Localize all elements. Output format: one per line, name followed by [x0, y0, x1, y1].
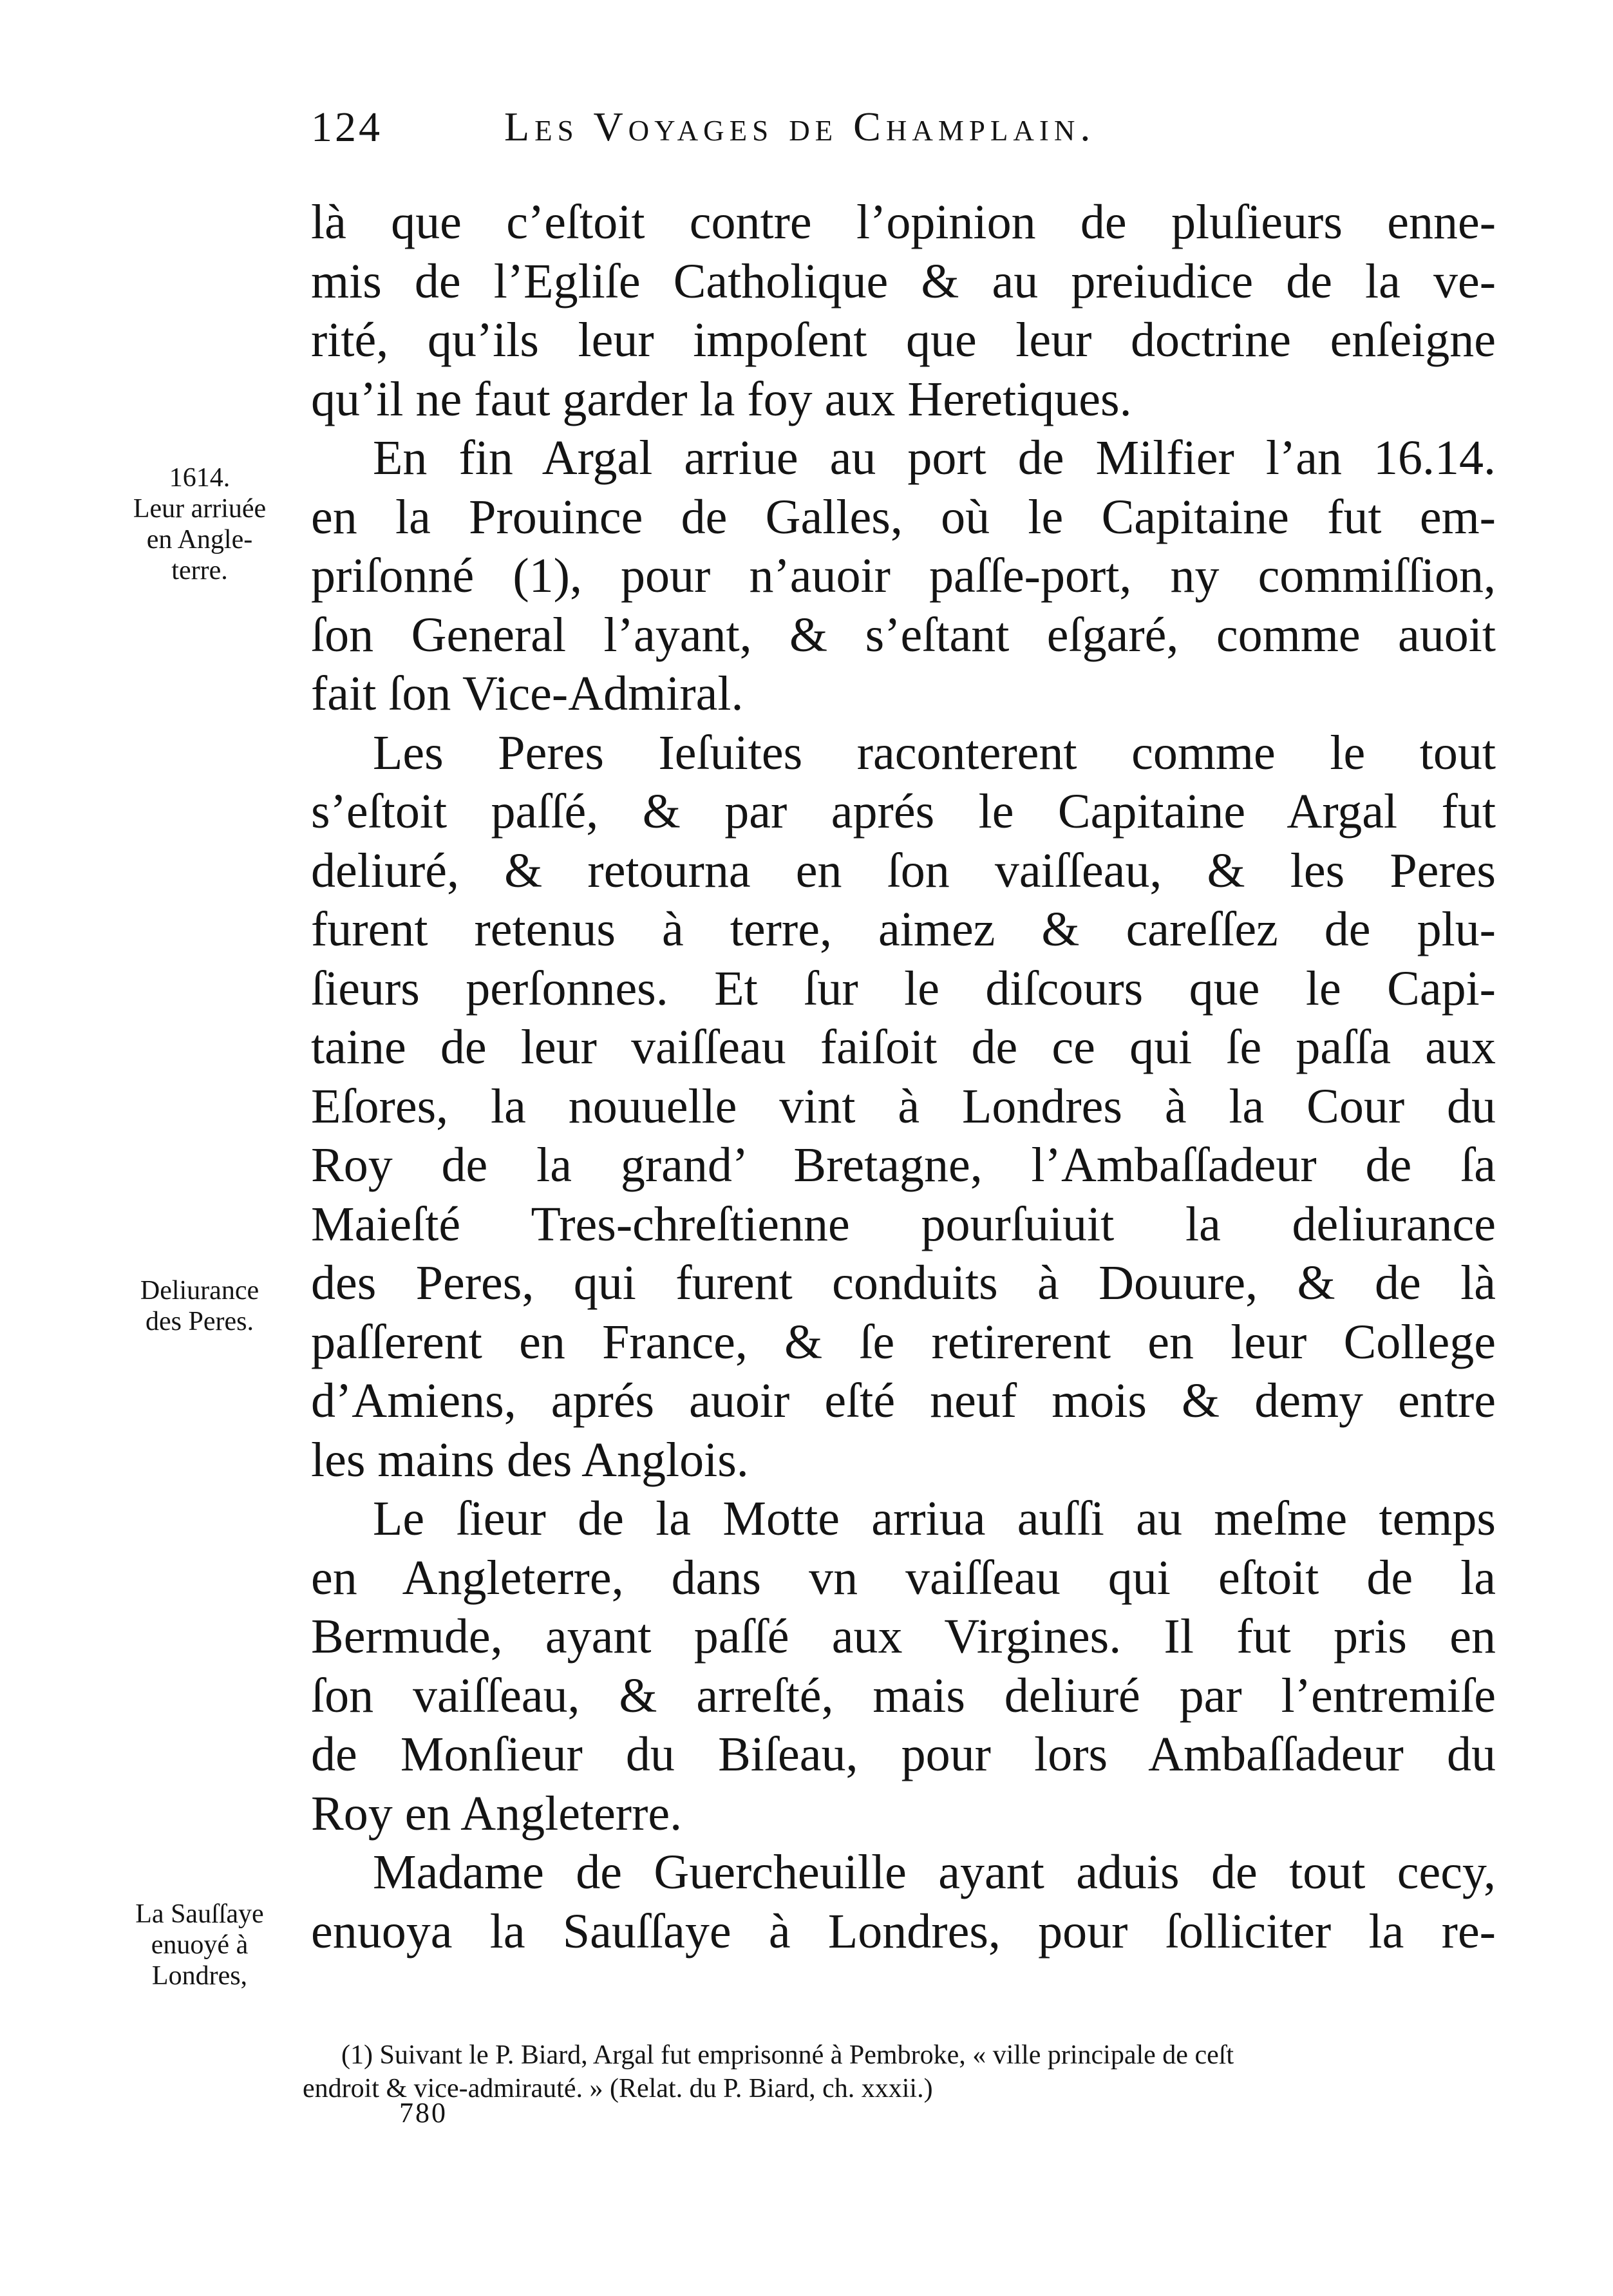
text-line: Bermude, ayant paſſé aux Virgines. Il fut pris en [311, 1609, 1496, 1664]
margin-note-line: Londres, [151, 1961, 248, 1991]
text-line: taine de leur vaiſſeau faiſoit de ce qui ſe paſſa aux [311, 1020, 1496, 1074]
text-line: les mains des Anglois. [311, 1432, 749, 1487]
page-number: 124 [311, 104, 382, 151]
footnote-line: (1) Suivant le P. Biard, Argal fut emprisonné à Pembroke, « ville principale de ceſt [341, 2040, 1234, 2070]
text-line: Roy en Angleterre. [311, 1786, 683, 1841]
text-line: mis de l’Egliſe Catholique & au preiudice de la ve- [311, 254, 1496, 308]
footnote [303, 2038, 1500, 2105]
margin-note-line: terre. [171, 556, 228, 585]
text-line: qu’il ne faut garder la foy aux Heretiques. [311, 372, 1132, 426]
margin-note-line: La Sauſſaye [135, 1899, 264, 1929]
text-line: Roy de la grand’ Bretagne, l’Ambaſſadeur de ſa [311, 1138, 1496, 1192]
text-line: enuoya la Sauſſaye à Londres, pour ſolliciter la re- [311, 1904, 1496, 1959]
signature-mark: 780 [399, 2097, 448, 2129]
running-header [311, 103, 1509, 180]
footnote-line: endroit & vice-admirauté. » (Relat. du P. Biard, ch. xxxii.) [303, 2074, 933, 2103]
text-line: Madame de Guercheuille ayant aduis de tout cecy, [373, 1845, 1496, 1899]
margin-note-saussaye [77, 1899, 322, 1991]
text-line: de Monſieur du Biſeau, pour lors Ambaſſadeur du [311, 1727, 1496, 1781]
text-line: ſieurs perſonnes. Et ſur le diſcours que le Capi- [311, 961, 1496, 1016]
text-line: s’eſtoit paſſé, & par aprés le Capitaine Argal fut [311, 784, 1496, 839]
text-line: priſonné (1), pour n’auoir paſſe-port, ny commiſſion, [311, 549, 1496, 603]
margin-note-line: Leur arriuée [133, 494, 267, 524]
text-line: Eſores, la nouuelle vint à Londres à la Cour du [311, 1079, 1496, 1134]
margin-note-year: 1614. [169, 463, 231, 493]
text-line: là que c’eſtoit contre l’opinion de pluſieurs enne- [311, 195, 1496, 249]
text-line: Les Peres Ieſuites raconterent comme le tout [373, 725, 1496, 780]
margin-note-line: Deliurance [140, 1276, 259, 1305]
margin-note-line: enuoyé à [151, 1930, 249, 1960]
text-line: rité, qu’ils leur impoſent que leur doctrine enſeigne [311, 313, 1496, 367]
margin-note-line: en Angle- [146, 525, 253, 555]
text-line: des Peres, qui furent conduits à Douure, & de là [311, 1256, 1496, 1310]
text-line: ſon General l’ayant, & s’eſtant eſgaré, comme auoit [311, 607, 1496, 662]
margin-note-arrival [77, 462, 322, 586]
text-line: deliuré, & retourna en ſon vaiſſeau, & les Peres [311, 843, 1496, 898]
text-line: d’Amiens, aprés auoir eſté neuf mois & demy entre [311, 1374, 1496, 1428]
margin-note-release [77, 1275, 322, 1337]
text-line: Le ſieur de la Motte arriua auſſi au meſme temps [373, 1492, 1496, 1546]
text-line: en Angleterre, dans vn vaiſſeau qui eſtoit de la [311, 1550, 1496, 1605]
text-line: paſſerent en France, & ſe retirerent en leur College [311, 1314, 1496, 1369]
text-line: fait ſon Vice-Admiral. [311, 667, 744, 721]
text-line: En fin Argal arriue au port de Milfier l’an 16.14. [373, 431, 1496, 485]
text-line: Maieſté Tres-chreſtienne pourſuiuit la deliurance [311, 1197, 1496, 1251]
text-line: ſon vaiſſeau, & arreſté, mais deliuré par l’entremiſe [311, 1668, 1496, 1723]
main-text [311, 193, 1496, 1961]
running-title: Les Voyages de Champlain. [504, 104, 1096, 149]
text-line: furent retenus à terre, aimez & careſſez de plu- [311, 902, 1496, 956]
margin-note-line: des Peres. [146, 1307, 254, 1336]
text-line: en la Prouince de Galles, où le Capitaine fut em- [311, 489, 1496, 544]
